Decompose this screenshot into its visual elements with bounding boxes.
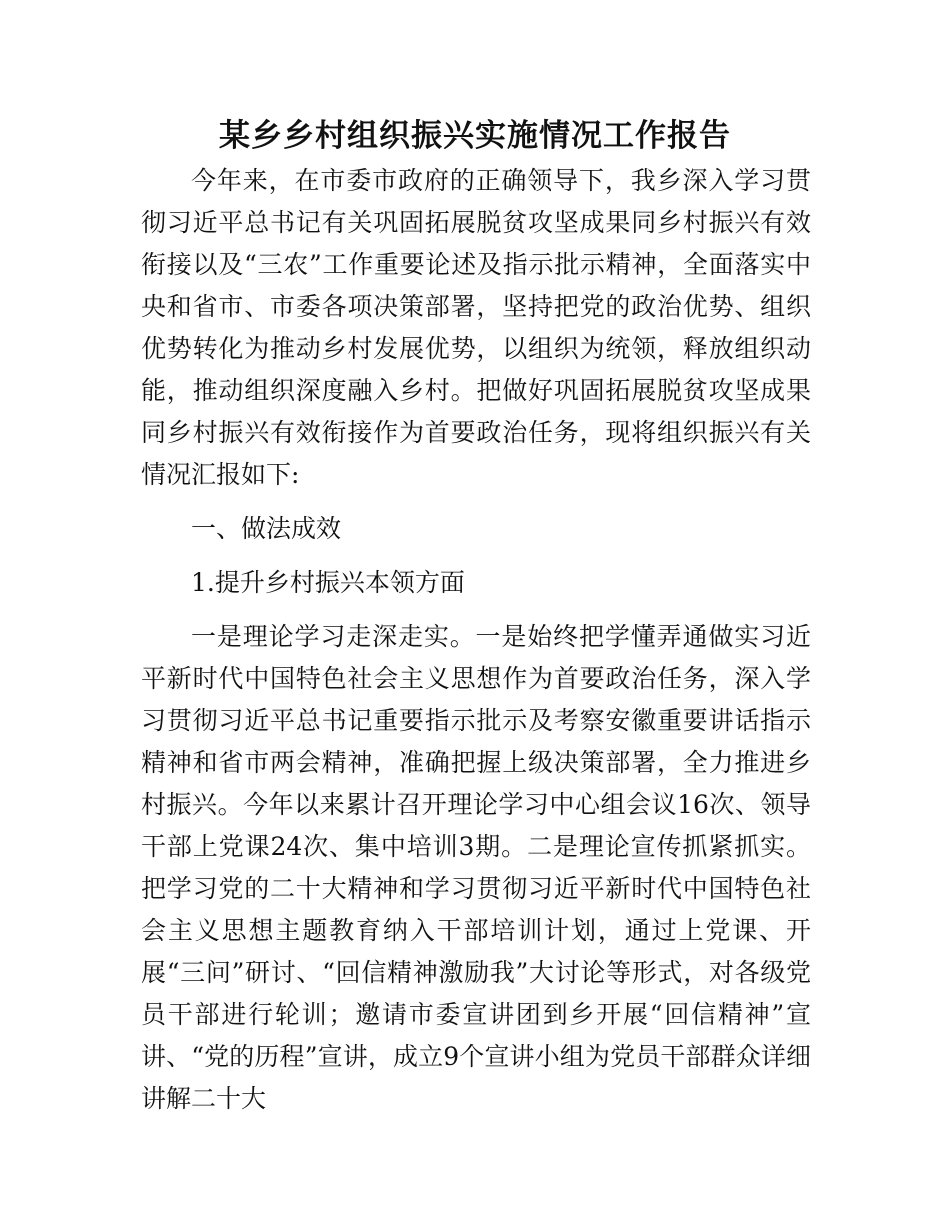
document-body xyxy=(141,160,811,1120)
intro-paragraph: 今年来，在市委市政府的正确领导下，我乡深入学习贯彻习近平总书记有关巩固拓展脱贫攻坚成果同乡村振兴有效衔接以及“三农”工作重要论述及指示批示精神，全面落实中央和省市、市委各项决策部署，坚持把党的政治优势、组织优势转化为推动乡村发展优势，以组织为统领，释放组织动能，推动组织深度融入乡村。把做好巩固拓展脱贫攻坚成果同乡村振兴有效衔接作为首要政治任务，现将组织振兴有关情况汇报如下: xyxy=(141,166,811,489)
subsection-heading: 1.提升乡村振兴本领方面 xyxy=(191,568,465,597)
document-title: 某乡乡村组织振兴实施情况工作报告 xyxy=(219,118,731,154)
section-heading: 一、做法成效 xyxy=(191,514,342,543)
body-paragraph: 一是理论学习走深走实。一是始终把学懂弄通做实习近平新时代中国特色社会主义思想作为首要政治任务，深入学习贯彻习近平总书记重要指示批示及考察安徽重要讲话指示精神和省市两会精神，准确把握上级决策部署，全力推进乡村振兴。今年以来累计召开理论学习中心组会议16次、领导干部上党课24次、集中培训3期。二是理论宣传抓紧抓实。把学习党的二十大精神和学习贯彻习近平新时代中国特色社会主义思想主题教育纳入干部培训计划，通过上党课、开展“三问”研讨、“回信精神激励我”大讨论等形式，对各级党员干部进行轮训；邀请市委宣讲团到乡开展“回信精神”宣讲、“党的历程”宣讲，成立9个宣讲小组为党员干部群众详细讲解二十大 xyxy=(141,622,811,1113)
